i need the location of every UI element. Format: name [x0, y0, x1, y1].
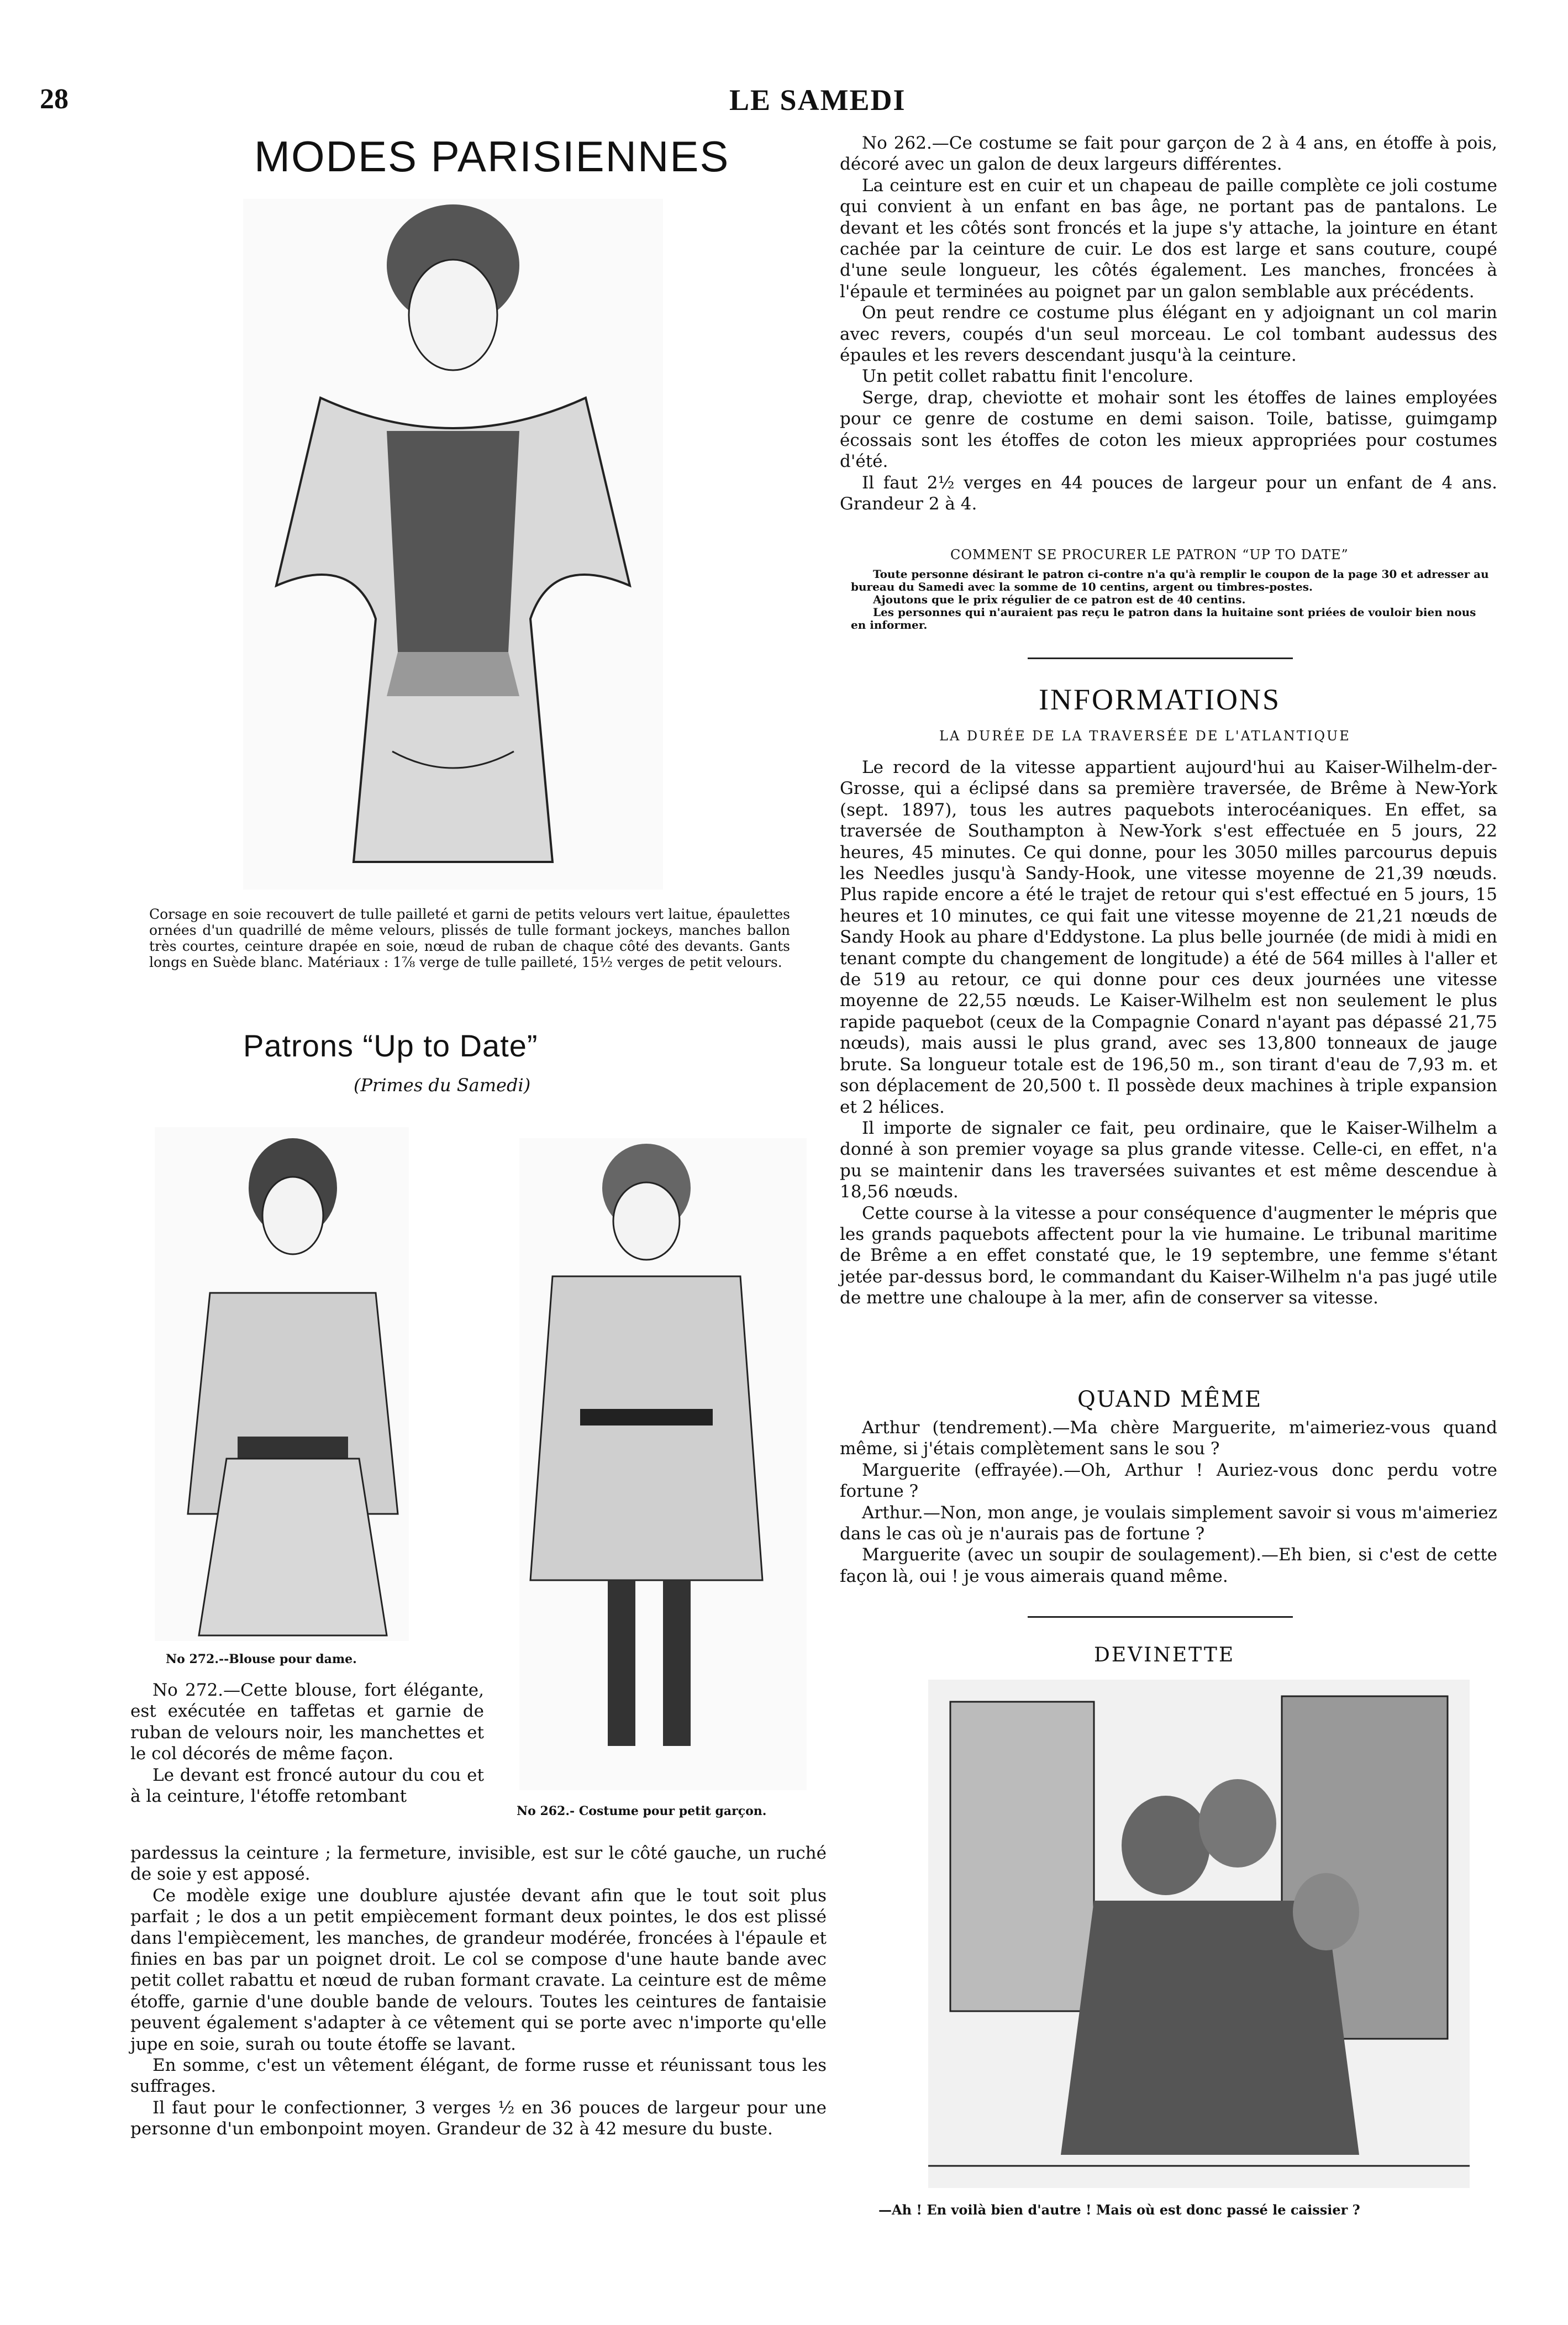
corsage-caption: Corsage en soie recouvert de tulle pailleté et garni de petits velours vert laitue, épaulettes ornées d'un quadrillé de même velours, plissés de tulle formant jockeys, manches ballon très courtes, ceinture drapée en soie, nœud de ruban de chaque côté des devants. Gants longs en Suède blanc. Matériaux : 1⅞ verge de tulle pailleté, 15½ verges de petit velours. — [149, 906, 790, 970]
costume-262-illustration — [519, 1138, 807, 1790]
informations-title: INFORMATIONS — [1039, 683, 1281, 716]
qm-text-4: Marguerite (avec un soupir de soulagement).—Eh bien, si c'est de cette façon là, oui ! je vous aimerais quand même. — [840, 1545, 1497, 1586]
text-262-6: Il faut 2½ verges en 44 pouces de largeur pour un enfant de 4 ans. Grandeur 2 à 4. — [840, 472, 1497, 514]
info-text-2: Il importe de signaler ce fait, peu ordinaire, que le Kaiser-Wilhelm a donné à son premier voyage sa plus grande vitesse. Celle-ci, en effet, n'a pu se maintenir dans les traversées suivantes et est même descendue à 18,56 nœuds. — [840, 1118, 1497, 1202]
devinette-caption: —Ah ! En voilà bien d'autre ! Mais où est donc passé le caissier ? — [878, 2202, 1360, 2218]
qm-text-1: Arthur (tendrement).—Ma chère Marguerite, m'aimeriez-vous quand même, si j'étais complètement sans le sou ? — [840, 1418, 1497, 1459]
patrons-subtitle: (Primes du Samedi) — [354, 1075, 531, 1096]
para-262 — [840, 133, 1497, 514]
publication-title: LE SAMEDI — [729, 83, 906, 117]
caption-262: No 262.- Costume pour petit garçon. — [517, 1804, 767, 1818]
text-262-1: No 262.—Ce costume se fait pour garçon de 2 à 4 ans, en étoffe à pois, décoré avec un galon de deux largeurs différentes. — [840, 133, 1497, 175]
devinette-illustration — [928, 1680, 1470, 2188]
section-title-modes: MODES PARISIENNES — [254, 132, 730, 181]
qm-text-3: Arthur.—Non, mon ange, je voulais simplement savoir si vous m'aimeriez dans le cas où je n'aurais pas de fortune ? — [840, 1502, 1497, 1544]
para-272-intro — [130, 1680, 484, 1807]
informations-body — [840, 757, 1497, 1309]
patrons-title: Patrons “Up to Date” — [243, 1028, 538, 1063]
info-text-3: Cette course à la vitesse a pour conséquence d'augmenter le mépris que les grands paquebots affectent pour la vie humaine. Le tribunal maritime de Brême a en effet constaté que, le 19 septembre, une femme s'étant jetée par-dessus bord, le commandant du Kaiser-Wilhelm n'a pas jugé utile de mettre une chaloupe à la mer, afin de conserver sa vitesse. — [840, 1203, 1497, 1308]
caption-272: No 272.--Blouse pour dame. — [166, 1652, 357, 1666]
devinette-title: DEVINETTE — [1094, 1644, 1235, 1666]
quand-meme-body — [840, 1417, 1497, 1587]
divider-1 — [1028, 657, 1293, 659]
divider-2 — [1028, 1616, 1293, 1618]
text-272-b: Le devant est froncé autour du cou et à la ceinture, l'étoffe retombant — [130, 1765, 484, 1807]
text-272-a: No 272.—Cette blouse, fort élégante, est exécutée en taffetas et garnie de ruban de velours noir, les manchettes et le col décorés de même façon. — [130, 1680, 484, 1764]
text-262-2: La ceinture est en cuir et un chapeau de paille complète ce joli costume qui convient à un enfant en bas âge, ne portant pas de pantalons. Le devant et les côtés sont froncés et la jupe s'y attache, la jointure en étant cachée par la ceinture de cuir. Le dos est large et sans couture, coupé d'une seule longueur, les côtés également. Les manches, froncées à l'épaule et terminées au poignet par un galon semblable aux précédents. — [840, 175, 1497, 302]
text-272-d: Ce modèle exige une doublure ajustée devant afin que le tout soit plus parfait ; le dos a un petit empiècement formant deux pointes, le dos est plissé dans l'empiècement, les manches, de grandeur modérée, froncées à l'épaule et finies en bas par un poignet droit. Le col se compose d'une haute bande avec petit collet rabattu et nœud de ruban formant cravate. La ceinture est de même étoffe, garnie d'une double bande de velours. Toutes les ceintures de fantaisie peuvent également s'adapter à ce vêtement qui se porte avec n'importe qu'elle jupe en soie, surah ou toute étoffe se lavant. — [130, 1885, 827, 2054]
text-262-4: Un petit collet rabattu finit l'encolure. — [862, 366, 1194, 387]
blouse-272-illustration — [155, 1127, 409, 1641]
text-272-e: En somme, c'est un vêtement élégant, de forme russe et réunissant tous les suffrages. — [130, 2055, 827, 2097]
text-272-f: Il faut pour le confectionner, 3 verges ½ en 36 pouces de largeur pour une personne d'un embonpoint moyen. Grandeur de 32 à 42 mesure du buste. — [130, 2097, 827, 2139]
patron-line-3: Les personnes qui n'auraient pas reçu le patron dans la huitaine sont priées de vouloir bien nous en informer. — [851, 606, 1476, 632]
corsage-illustration — [243, 199, 663, 890]
info-text-1: Le record de la vitesse appartient aujourd'hui au Kaiser-Wilhelm-der-Grosse, qui a éclipsé dans sa première traversée, de Brême à New-York (sept. 1897), tous les autres paquebots interocéaniques. En effet, sa traversée de Southampton à New-York s'est effectuée en 5 jours, 22 heures, 45 minutes. Ce qui donne, pour les 3050 milles parcourus depuis les Needles jusqu'à Sandy-Hook, une vitesse moyenne de 21,39 nœuds. Plus rapide encore a été le trajet de retour qui s'est effectué en 5 jours, 15 heures et 10 minutes, ce qui fait une vitesse moyenne de 21,21 nœuds de Sandy Hook au phare d'Eddystone. La plus belle journée (de midi à midi en tenant compte du changement de longitude) a été de 564 milles à l'aller et de 519 au retour, ce qui donne pour ces deux journées une vitesse moyenne de 22,55 nœuds. Le Kaiser-Wilhelm est non seulement le plus rapide paquebot (ceux de la Compagnie Conard n'ayant pas dépassé 21,75 nœuds), mais aussi le plus grand, avec ses 13,800 tonneaux de jauge brute. Sa longueur totale est de 196,50 m., son tirant d'eau de 7,93 m. et son déplacement de 20,500 t. Il possède deux machines à triple expansion et 2 hélices. — [840, 758, 1497, 1117]
patron-line-1: Toute personne désirant le patron ci-contre n'a qu'à remplir le coupon de la page 30 et adresser au bureau du Samedi avec la somme de 10 centins, argent ou timbres-postes. — [851, 567, 1489, 593]
informations-subtitle: LA DURÉE DE LA TRAVERSÉE DE L'ATLANTIQUE — [939, 728, 1351, 744]
text-262-3: On peut rendre ce costume plus élégant en y adjoignant un col marin avec revers, coupés d'un seul morceau. Le col tombant audessus des épaules et les revers descendant jusqu'à la ceinture. — [840, 303, 1497, 366]
patron-box — [851, 568, 1492, 632]
patron-heading: COMMENT SE PROCURER LE PATRON “UP TO DATE” — [950, 547, 1349, 562]
text-262-5: Serge, drap, cheviotte et mohair sont les étoffes de laines employées pour ce genre de costume en demi saison. Toile, batisse, guimgamp écossais sont les étoffes de coton les mieux appropriées pour costumes d'été. — [840, 387, 1497, 472]
text-272-c: pardessus la ceinture ; la fermeture, invisible, est sur le côté gauche, un ruché de soie y est apposé. — [130, 1843, 827, 1885]
patron-line-2: Ajoutons que le prix régulier de ce patron est de 40 centins. — [873, 593, 1246, 606]
para-272-body — [130, 1843, 827, 2140]
page-number: 28 — [40, 83, 69, 115]
qm-text-2: Marguerite (effrayée).—Oh, Arthur ! Auriez-vous donc perdu votre fortune ? — [840, 1460, 1497, 1502]
quand-meme-title: QUAND MÊME — [1077, 1387, 1262, 1412]
